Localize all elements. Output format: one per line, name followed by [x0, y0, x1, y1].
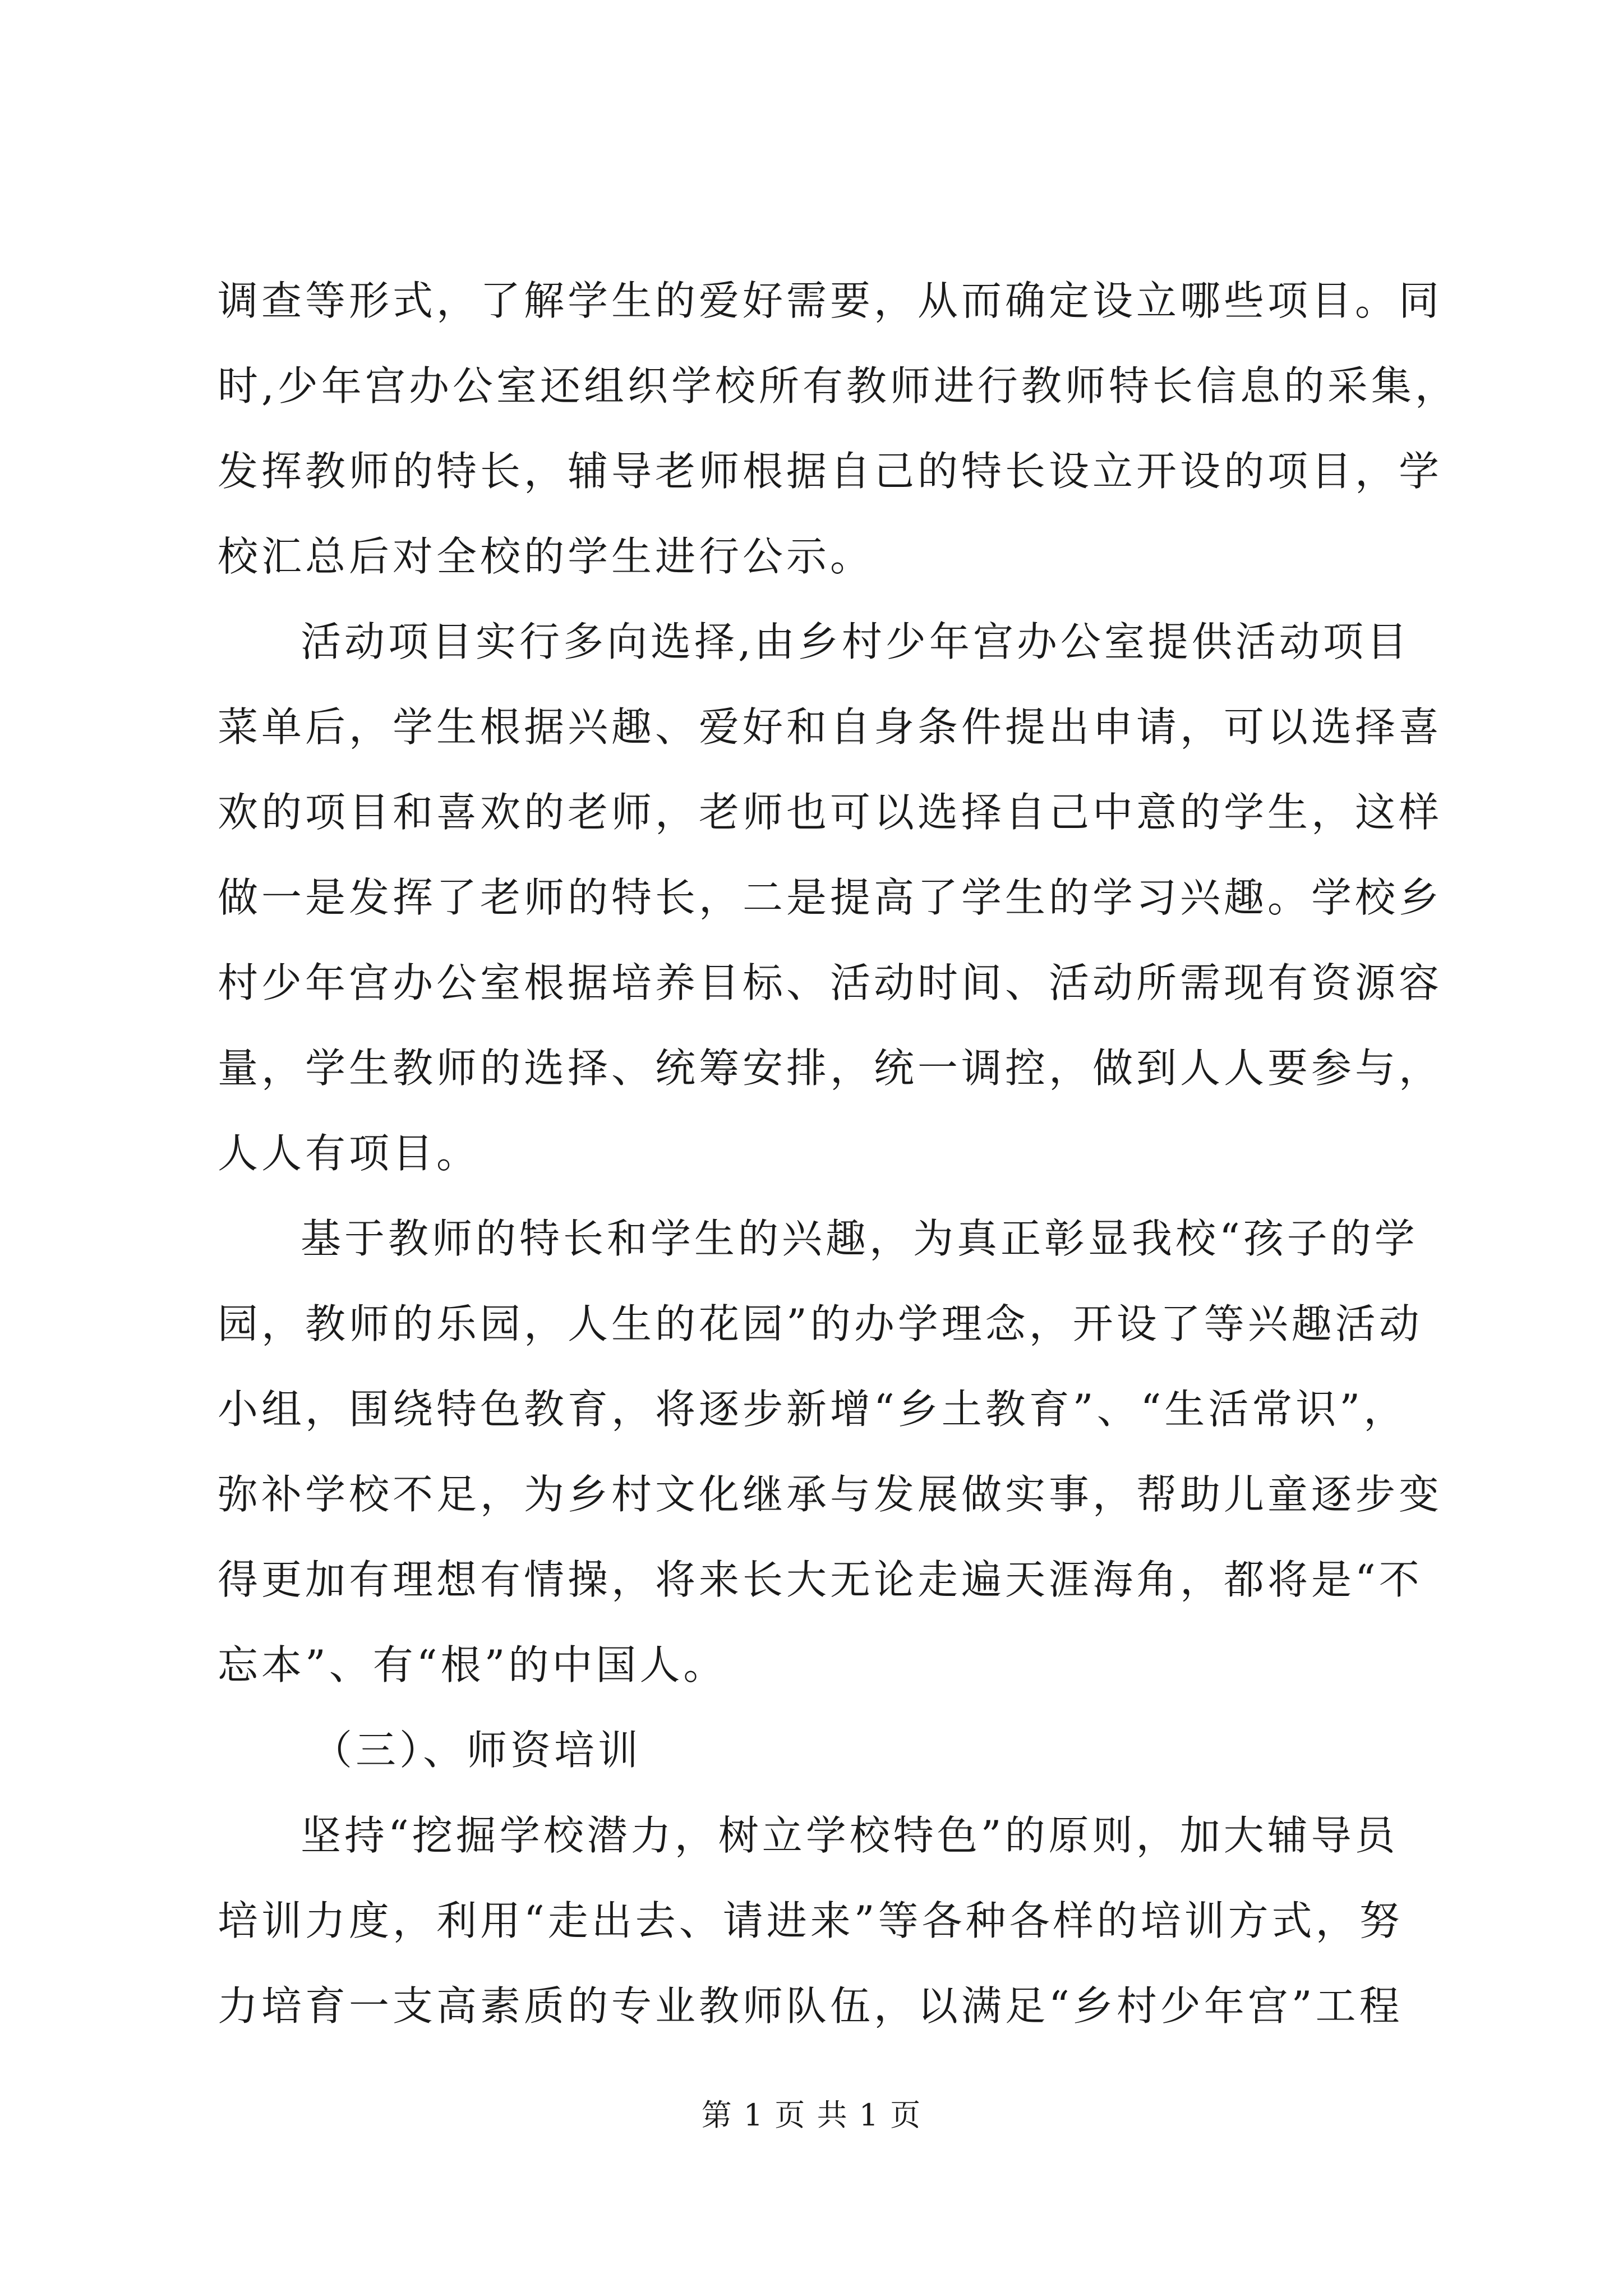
paragraph-3 [218, 1196, 1446, 1708]
paragraph-2 [218, 599, 1446, 1196]
paragraph-line: 校汇总后对全校的学生进行公示。 [218, 533, 874, 580]
section-heading [218, 1708, 1446, 1793]
paragraph-line: 发挥教师的特长，辅导老师根据自己的特长设立开设的项目，学 [218, 448, 1443, 495]
paragraph-line: 小组，围绕特色教育，将逐步新增“乡土教育”、“生活常识”， [218, 1386, 1408, 1433]
paragraph-line: 得更加有理想有情操，将来长大无论走遍天涯海角，都将是“不 [218, 1556, 1423, 1603]
paragraph-line: 基于教师的特长和学生的兴趣，为真正彰显我校“孩子的学 [301, 1215, 1418, 1262]
paragraph-line: 活动项目实行多向选择,由乡村少年宫办公室提供活动项目 [301, 618, 1410, 665]
paragraph-line: 人人有项目。 [218, 1130, 481, 1177]
paragraph-line: 力培育一支高素质的专业教师队伍，以满足“乡村少年宫”工程 [218, 1982, 1403, 2030]
paragraph-line: 坚持“挖掘学校潜力，树立学校特色”的原则，加大辅导员 [301, 1812, 1399, 1859]
paragraph-line: 调查等形式，了解学生的爱好需要，从而确定设立哪些项目。同 [218, 277, 1443, 324]
paragraph-line: 量，学生教师的选择、统筹安排，统一调控，做到人人要参与， [218, 1045, 1443, 1092]
paragraph-line: 弥补学校不足，为乡村文化继承与发展做实事，帮助儿童逐步变 [218, 1471, 1443, 1518]
paragraph-line: 园，教师的乐园，人生的花园”的办学理念，开设了等兴趣活动 [218, 1300, 1423, 1347]
paragraph-line: 培训力度，利用“走出去、请进来”等各种各样的培训方式，努 [218, 1897, 1403, 1944]
paragraph-line: 忘本”、有“根”的中国人。 [218, 1641, 727, 1688]
section-heading-text: （三）、师资培训 [312, 1727, 642, 1774]
paragraph-line: 菜单后，学生根据兴趣、爱好和自身条件提出申请，可以选择喜 [218, 703, 1443, 751]
paragraph-4 [218, 1793, 1446, 2049]
paragraph-line: 欢的项目和喜欢的老师，老师也可以选择自己中意的学生，这样 [218, 789, 1443, 836]
paragraph-line: 做一是发挥了老师的特长，二是提高了学生的学习兴趣。学校乡 [218, 874, 1443, 921]
paragraph-1 [218, 258, 1459, 599]
document-body [218, 258, 1459, 2049]
paragraph-line: 时,少年宫办公室还组织学校所有教师进行教师特长信息的采集， [218, 362, 1459, 409]
paragraph-line: 村少年宫办公室根据培养目标、活动时间、活动所需现有资源容 [218, 959, 1443, 1006]
page-number-footer: 第 1 页 共 1 页 [701, 2097, 922, 2133]
